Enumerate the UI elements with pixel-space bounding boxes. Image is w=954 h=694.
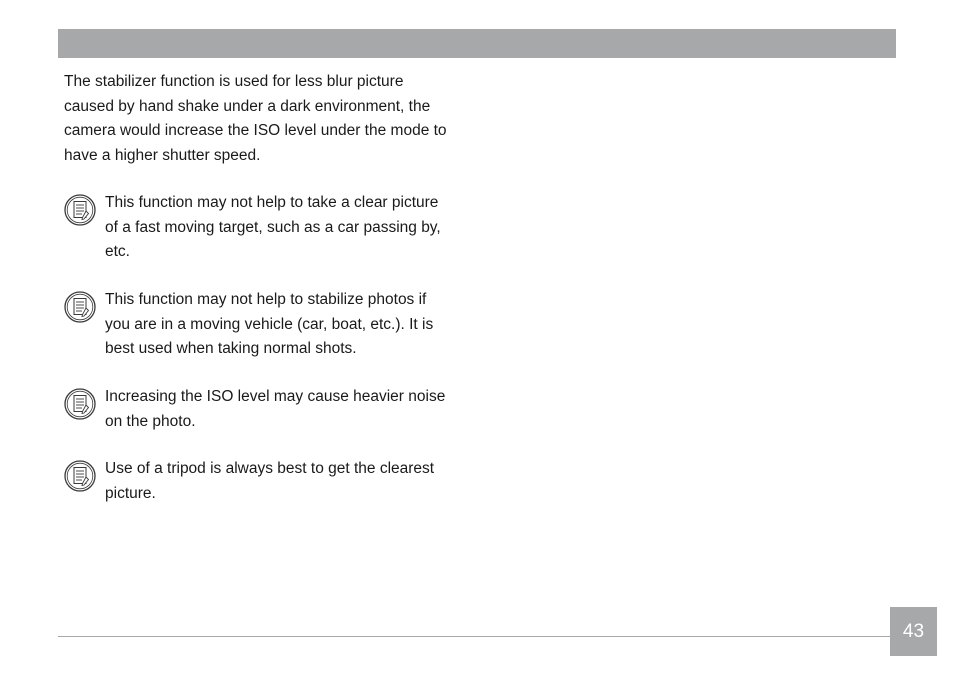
footer-divider xyxy=(58,636,890,637)
header-bar xyxy=(58,29,896,58)
page-number-badge xyxy=(890,607,937,656)
note-text: Use of a tripod is always best to get the clearest picture. xyxy=(105,460,435,502)
note-text: This function may not help to stabilize photos if you are in a moving vehicle (car, boat, etc.). It is best used when taking normal shots. xyxy=(105,291,434,358)
note-text: Increasing the ISO level may cause heavier noise on the photo. xyxy=(105,388,446,430)
intro-paragraph: The stabilizer function is used for less blur picture caused by hand shake under a dark environment, the camera would increase the ISO level under the mode to have a higher shutter speed. xyxy=(64,73,447,165)
page-number: 43 xyxy=(902,620,925,642)
note-text: This function may not help to take a clear picture of a fast moving target, such as a car passing by, etc. xyxy=(105,194,441,261)
memo-note-icon xyxy=(64,460,96,492)
memo-note-icon xyxy=(64,291,96,323)
memo-note-icon xyxy=(64,194,96,226)
memo-note-icon xyxy=(64,388,96,420)
